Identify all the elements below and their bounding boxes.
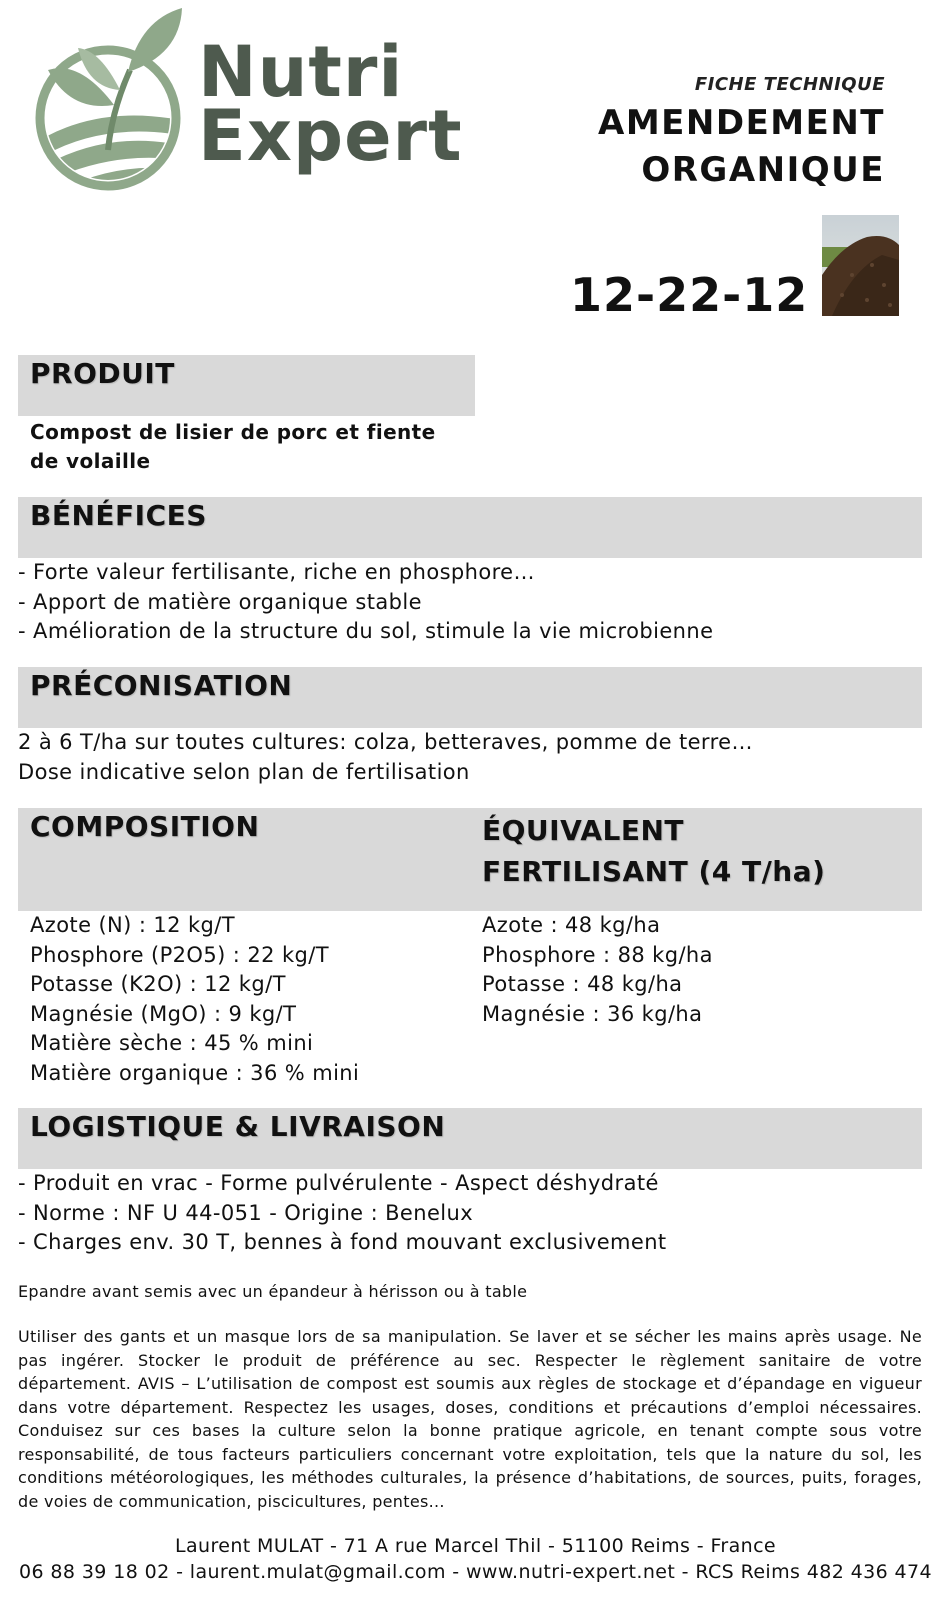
equivalent-item: Potasse : 48 kg/ha bbox=[482, 972, 683, 996]
list-item: - Norme : NF U 44-051 - Origine : Benelux bbox=[18, 1200, 474, 1225]
preconisation-title: PRÉCONISATION bbox=[30, 669, 293, 702]
composition-item: Phosphore (P2O5) : 22 kg/T bbox=[30, 942, 329, 967]
list-item: - Amélioration de la structure du sol, stimule la vie microbienne bbox=[18, 619, 714, 643]
preconisation-line: Dose indicative selon plan de fertilisation bbox=[18, 759, 470, 784]
spreading-note: Epandre avant semis avec un épandeur à hérisson ou à table bbox=[18, 1282, 528, 1301]
produit-line: Compost de lisier de porc et fiente bbox=[30, 420, 436, 444]
composition-item: Magnésie (MgO) : 9 kg/T bbox=[30, 1001, 297, 1026]
footer-address: Laurent MULAT - 71 A rue Marcel Thil - 51100 Reims - France bbox=[174, 1535, 777, 1557]
equivalent-title-line-2: FERTILISANT (4 T/ha) bbox=[482, 855, 826, 888]
equivalent-item: Azote : 48 kg/ha bbox=[482, 913, 661, 937]
brand-line-1: Nutri bbox=[198, 31, 404, 113]
produit-title: PRODUIT bbox=[30, 357, 175, 390]
composition-item: Potasse (K2O) : 12 kg/T bbox=[30, 972, 286, 996]
warning-notice: Utiliser des gants et un masque lors de sa manipulation. Se laver et se sécher les mains après usage. Ne pas ingérer. Stocker le produit de préférence au sec. Respecter le règlement sanitaire de votre département. AVIS – L’utilisation de compost est soumis aux règles de stockage et d’épandage en vigueur dans votre département. Respectez les usages, doses, conditions et précautions d’emploi nécessaires. Conduisez sur ces bases la culture selon la bonne pratique agricole, en tenant compte sous votre responsabilité, de tous facteurs particuliers concernant votre exploitation, tels que la nature du sol, les conditions météorologiques, les méthodes culturales, la présence d’habitations, de sources, puits, forages, de voies de communication, piscicultures, pentes... bbox=[18, 1327, 922, 1511]
equivalent-item: Magnésie : 36 kg/ha bbox=[482, 1001, 703, 1026]
equivalent-title-line-1: ÉQUIVALENT bbox=[482, 814, 685, 847]
list-item: - Charges env. 30 T, bennes à fond mouvant exclusivement bbox=[18, 1230, 667, 1254]
doc-title bbox=[598, 100, 885, 194]
doc-type: FICHE TECHNIQUE bbox=[694, 74, 885, 95]
composition-item: Azote (N) : 12 kg/T bbox=[30, 913, 235, 937]
doc-title-line-1: AMENDEMENT bbox=[598, 103, 885, 143]
benefices-title: BÉNÉFICES bbox=[30, 499, 207, 532]
brand-name bbox=[198, 31, 463, 177]
list-item: - Apport de matière organique stable bbox=[18, 589, 422, 614]
preconisation-text bbox=[18, 728, 753, 787]
footer-contact: 06 88 39 18 02 - laurent.mulat@gmail.com - www.nutri-expert.net - RCS Reims 482 436 474 bbox=[18, 1561, 933, 1583]
equivalent-list bbox=[482, 911, 713, 1029]
composition-item: Matière sèche : 45 % mini bbox=[30, 1031, 314, 1055]
list-item: - Produit en vrac - Forme pulvérulente - Aspect déshydraté bbox=[18, 1171, 659, 1195]
equivalent-item: Phosphore : 88 kg/ha bbox=[482, 942, 713, 967]
produit-line: de volaille bbox=[30, 449, 151, 473]
composition-title: COMPOSITION bbox=[30, 810, 260, 843]
composition-item: Matière organique : 36 % mini bbox=[30, 1060, 360, 1085]
doc-title-line-2: ORGANIQUE bbox=[641, 150, 885, 190]
benefices-list bbox=[18, 558, 713, 647]
brand-line-2: Expert bbox=[198, 95, 463, 177]
produit-description bbox=[30, 418, 436, 476]
composition-list bbox=[30, 911, 359, 1088]
logistique-list bbox=[18, 1169, 667, 1258]
preconisation-line: 2 à 6 T/ha sur toutes cultures: colza, betteraves, pomme de terre… bbox=[18, 730, 753, 754]
list-item: - Forte valeur fertilisante, riche en phosphore… bbox=[18, 560, 535, 584]
npk-formula: 12-22-12 bbox=[570, 268, 809, 322]
compost-photo bbox=[822, 215, 899, 316]
equivalent-title bbox=[482, 810, 825, 892]
logistique-title: LOGISTIQUE & LIVRAISON bbox=[30, 1110, 446, 1143]
